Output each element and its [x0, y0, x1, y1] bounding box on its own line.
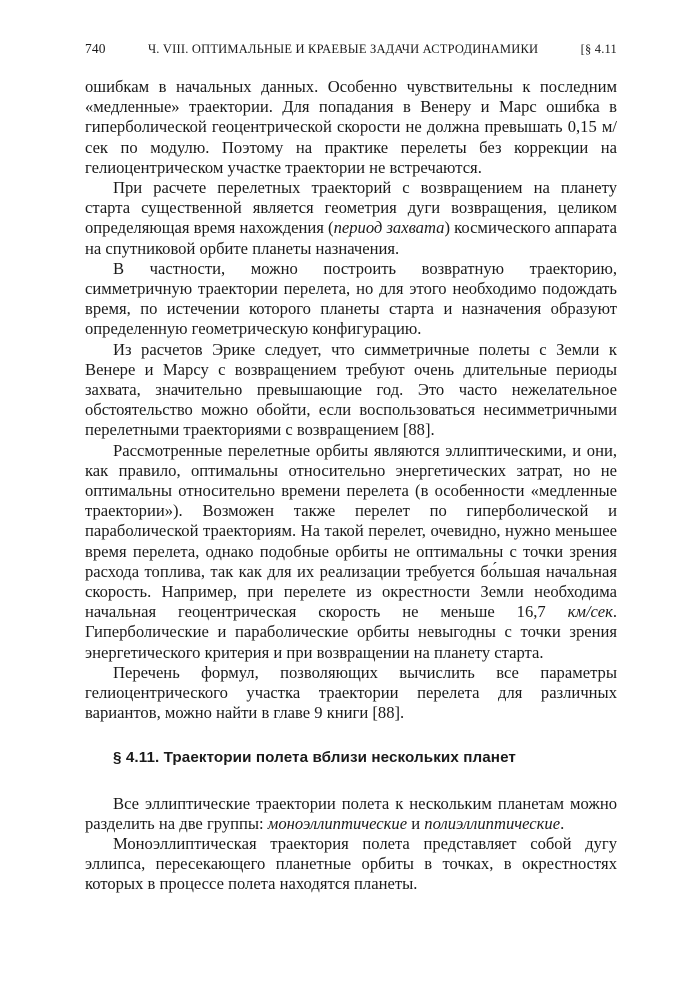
paragraph-8: Моноэллиптическая траектория полета представляет собой дугу эллипса, пересекающего планетные орбиты в точках, в окрестностях которых в процессе полета находятся планеты.: [85, 833, 617, 894]
paragraph-5-text-a: Рассмотренные перелетные орбиты являются эллиптическими, и они, как правило, оптимальны относительно энергетических затрат, но не оптимальны относительно времени перелета (в особенности «медленные траектории»). Возможен также перелет по гиперболической и параболической траекториям. На такой перелет, очевидно, нужно меньшее время перелета, однако подобные орбиты не оптимальны с точки зрения расхода топлива, так как для их реализации требуется бо́льшая начальная скорость. Например, при перелете из окрестности Земли необходима начальная геоцентрическая скорость не меньше 16,7: [85, 440, 617, 622]
paragraph-4: Из расчетов Эрике следует, что симметричные полеты с Земли к Венере и Марсу с возвращением требуют очень длительные периоды захвата, значительно превышающие год. Это часто нежелательное обстоятельство можно обойти, если воспользоваться несимметричными перелетными траекториями с возвращением [88].: [85, 339, 617, 440]
paragraph-2-term: период захвата: [333, 218, 445, 238]
book-page: [85, 40, 617, 895]
section-heading: § 4.11. Траектории полета вблизи нескольких планет: [113, 748, 516, 766]
paragraph-7-text-b: .: [560, 813, 565, 833]
paragraph-7-term-mono: моноэллиптические: [267, 813, 408, 833]
running-title: Ч. VIII. ОПТИМАЛЬНЫЕ И КРАЕВЫЕ ЗАДАЧИ АСТРОДИНАМИКИ: [147, 42, 539, 56]
paragraph-7-text-a: Все эллиптические траектории полета к нескольким планетам можно разделить на две группы:: [85, 793, 617, 833]
paragraph-1: ошибкам в начальных данных. Особенно чувствительны к последним «медленные» траектории. Для попадания в Венеру и Марс ошибка в гиперболической геоцентрической скорости не должна превышать 0,15 м/сек по модулю. Поэтому на практике перелеты без коррекции на гелиоцентрическом участке траектории не встречаются.: [85, 77, 617, 177]
paragraph-7-term-poly: полиэллиптические: [424, 813, 561, 833]
paragraph-2: [85, 178, 617, 259]
running-header: [85, 40, 617, 58]
section-reference: [§ 4.11: [580, 42, 617, 56]
paragraph-5-text-b: . Гиперболические и параболические орбиты невыгодны с точки зрения энергетического критерия и при возвращении на планету старта.: [85, 602, 617, 662]
paragraph-5-unit: км/сек: [567, 602, 613, 622]
paragraph-3: В частности, можно построить возвратную траекторию, симметричную траектории перелета, но для этого необходимо подождать время, по истечении которого планеты старта и назначения образуют определенную геометрическую конфигурацию.: [85, 258, 617, 339]
paragraph-7: [85, 794, 617, 834]
paragraph-5: [85, 441, 617, 663]
paragraph-2-text-b: ) космического аппарата на спутниковой орбите планеты назначения.: [85, 218, 617, 258]
page-number: 740: [85, 41, 106, 56]
paragraph-7-conjunction: и: [407, 813, 425, 833]
paragraph-6: Перечень формул, позволяющих вычислить все параметры гелиоцентрического участка траектории перелета для различных вариантов, можно найти в главе 9 книги [88].: [85, 662, 617, 723]
paragraph-2-text-a: При расчете перелетных траекторий с возвращением на планету старта существенной является геометрия дуги возвращения, целиком определяющая время нахождения (: [85, 178, 617, 238]
